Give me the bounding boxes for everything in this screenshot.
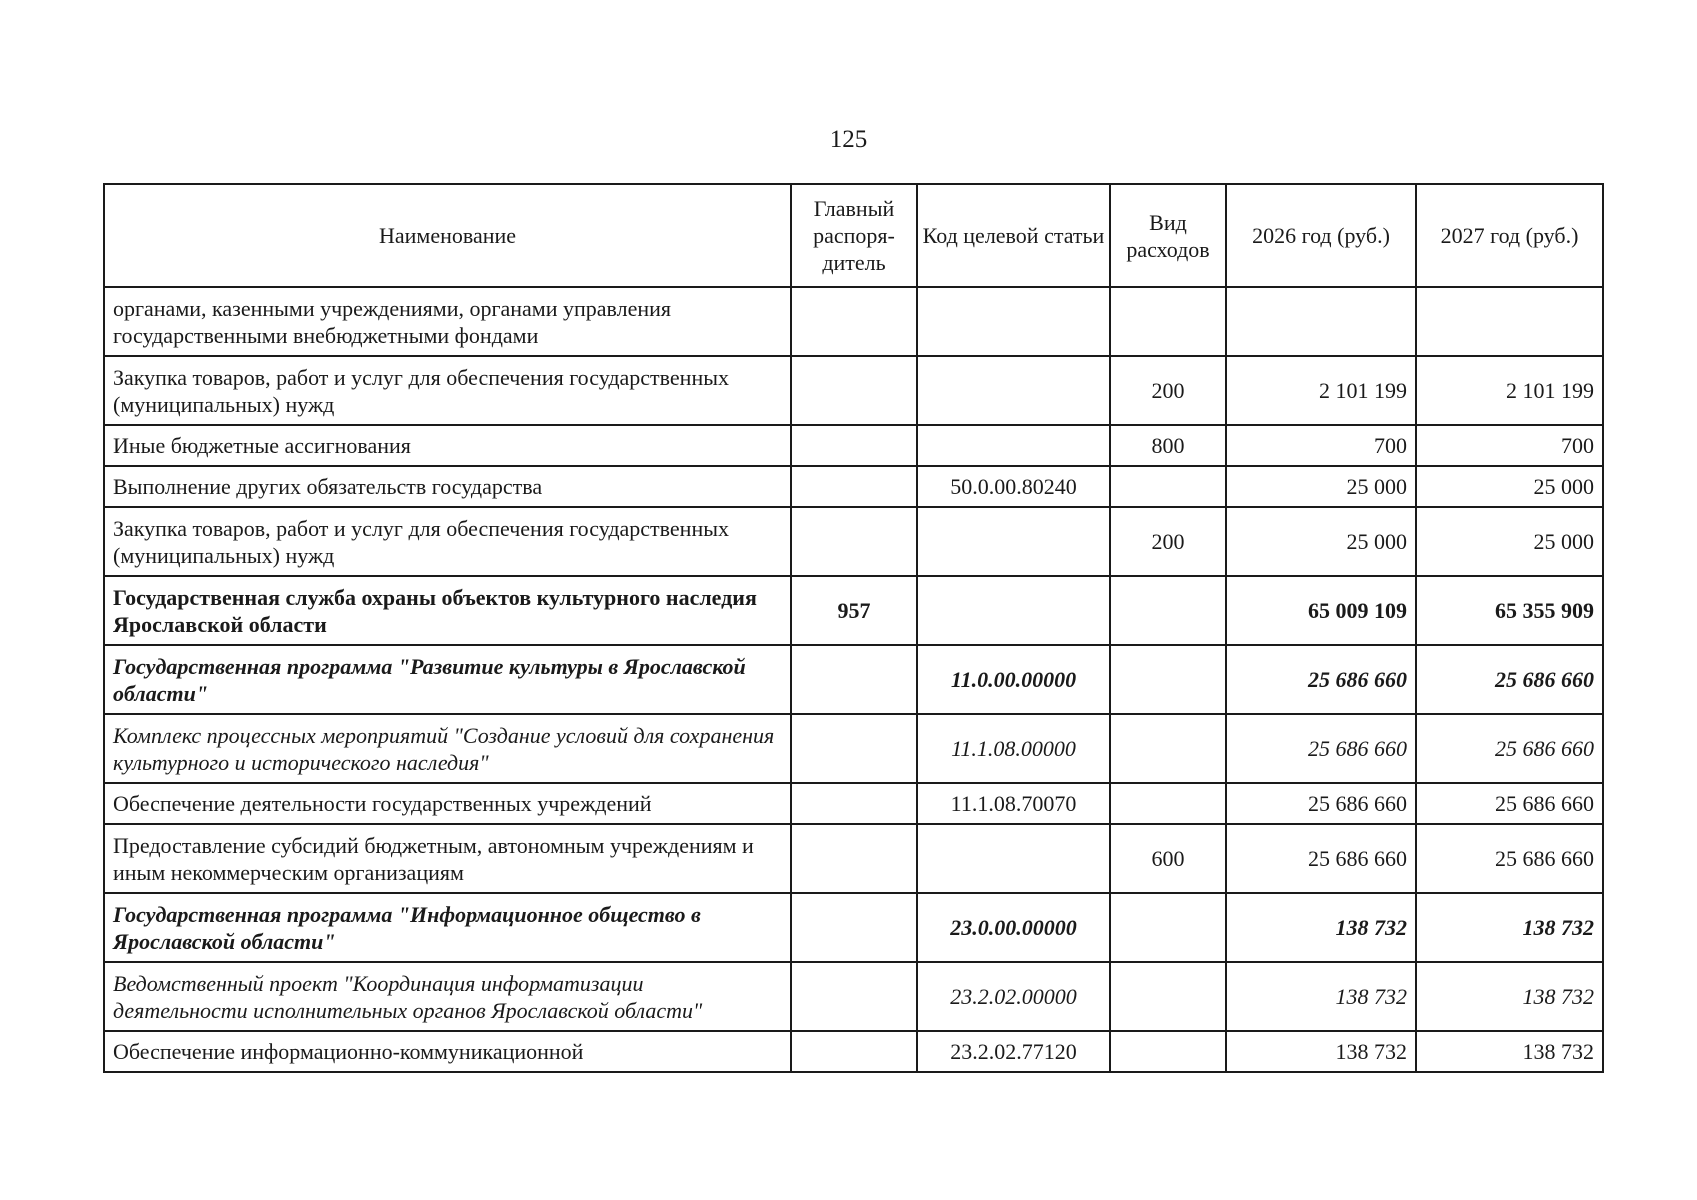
row-name: Государственная программа "Развитие культуры в Ярославской области" [104,645,791,714]
row-2026: 25 000 [1226,507,1416,576]
table-row [104,962,1603,1031]
table-row [104,576,1603,645]
row-2027: 25 686 660 [1416,783,1603,824]
row-manager [791,645,917,714]
page-number: 125 [829,126,868,153]
row-code: 23.0.00.00000 [917,893,1110,962]
row-code: 11.1.08.70070 [917,783,1110,824]
row-manager [791,824,917,893]
row-type [1110,714,1226,783]
row-type: 200 [1110,356,1226,425]
row-manager [791,714,917,783]
header-year-2027: 2027 год (руб.) [1416,184,1603,287]
budget-table [103,183,1604,1073]
row-type [1110,287,1226,356]
row-manager [791,1031,917,1072]
header-manager: Главный распоря-дитель [791,184,917,287]
row-manager [791,425,917,466]
row-type: 800 [1110,425,1226,466]
row-2026: 138 732 [1226,893,1416,962]
row-2026: 25 000 [1226,466,1416,507]
table-row [104,645,1603,714]
row-code [917,356,1110,425]
row-type [1110,1031,1226,1072]
table-row [104,287,1603,356]
row-code [917,576,1110,645]
row-2026: 138 732 [1226,1031,1416,1072]
row-name: Закупка товаров, работ и услуг для обеспечения государственных (муниципальных) нужд [104,356,791,425]
row-name: Закупка товаров, работ и услуг для обеспечения государственных (муниципальных) нужд [104,507,791,576]
row-2027: 25 000 [1416,507,1603,576]
row-2027: 138 732 [1416,1031,1603,1072]
table-row [104,507,1603,576]
row-2026: 25 686 660 [1226,645,1416,714]
row-type [1110,645,1226,714]
row-type [1110,466,1226,507]
row-code [917,824,1110,893]
row-type: 200 [1110,507,1226,576]
row-2026: 138 732 [1226,962,1416,1031]
row-code: 23.2.02.77120 [917,1031,1110,1072]
row-code [917,507,1110,576]
row-2026: 25 686 660 [1226,824,1416,893]
row-2026: 65 009 109 [1226,576,1416,645]
header-target-code: Код целевой статьи [917,184,1110,287]
row-name: Иные бюджетные ассигнования [104,425,791,466]
row-name: Обеспечение информационно-коммуникационной [104,1031,791,1072]
row-2026 [1226,287,1416,356]
row-2026: 2 101 199 [1226,356,1416,425]
table-row [104,714,1603,783]
row-2027: 138 732 [1416,893,1603,962]
row-name: Государственная служба охраны объектов культурного наследия Ярославской области [104,576,791,645]
row-name: Комплекс процессных мероприятий "Создание условий для сохранения культурного и исторического наследия" [104,714,791,783]
row-2027: 65 355 909 [1416,576,1603,645]
row-manager: 957 [791,576,917,645]
table-row [104,466,1603,507]
row-name: Выполнение других обязательств государства [104,466,791,507]
row-code: 23.2.02.00000 [917,962,1110,1031]
header-name: Наименование [104,184,791,287]
row-type [1110,962,1226,1031]
row-code [917,425,1110,466]
table-row [104,356,1603,425]
header-expense-type: Вид расходов [1110,184,1226,287]
row-2027: 25 686 660 [1416,645,1603,714]
row-manager [791,893,917,962]
row-code [917,287,1110,356]
row-type [1110,893,1226,962]
table-row [104,783,1603,824]
row-type [1110,576,1226,645]
row-type [1110,783,1226,824]
row-2027: 25 686 660 [1416,714,1603,783]
row-manager [791,466,917,507]
row-manager [791,507,917,576]
table-row [104,824,1603,893]
row-code: 11.1.08.00000 [917,714,1110,783]
row-2026: 25 686 660 [1226,714,1416,783]
row-manager [791,356,917,425]
row-2027 [1416,287,1603,356]
header-year-2026: 2026 год (руб.) [1226,184,1416,287]
row-2026: 700 [1226,425,1416,466]
table-row [104,425,1603,466]
table-row [104,1031,1603,1072]
row-2026: 25 686 660 [1226,783,1416,824]
row-name: Предоставление субсидий бюджетным, автономным учреждениям и иным некоммерческим организациям [104,824,791,893]
row-2027: 25 686 660 [1416,824,1603,893]
table-header-row [104,184,1603,287]
row-code: 11.0.00.00000 [917,645,1110,714]
row-name: Обеспечение деятельности государственных учреждений [104,783,791,824]
row-type: 600 [1110,824,1226,893]
table-row [104,893,1603,962]
row-code: 50.0.00.80240 [917,466,1110,507]
row-2027: 2 101 199 [1416,356,1603,425]
row-manager [791,962,917,1031]
row-2027: 700 [1416,425,1603,466]
row-2027: 138 732 [1416,962,1603,1031]
row-name: Государственная программа "Информационное общество в Ярославской области" [104,893,791,962]
row-manager [791,783,917,824]
row-name: органами, казенными учреждениями, органами управления государственными внебюджетными фондами [104,287,791,356]
row-name: Ведомственный проект "Координация информатизации деятельности исполнительных органов Ярославской области" [104,962,791,1031]
row-2027: 25 000 [1416,466,1603,507]
row-manager [791,287,917,356]
